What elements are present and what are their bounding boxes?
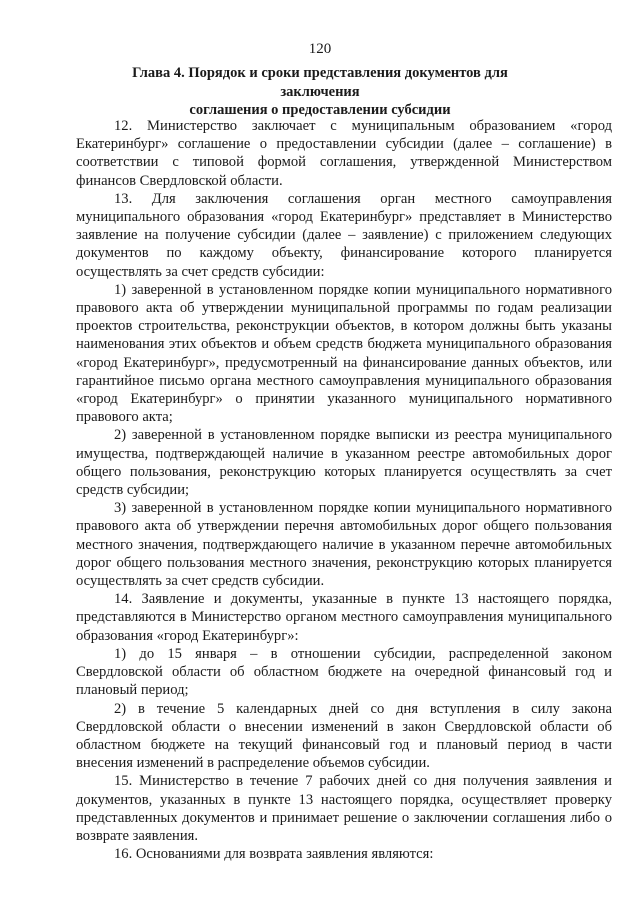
paragraph-14-item-1: 1) до 15 января – в отношении субсидии, распределенной законом Свердловской области об областном бюджете на очередной финансовый год и плановый период; (76, 645, 612, 699)
paragraph-13-item-2: 2) заверенной в установленном порядке выписки из реестра муниципального имущества, подтверждающей наличие в указанном реестре автомобильных дорог общего пользования, реконструкцию которых планируется осуществлять за счет средств субсидии; (76, 427, 612, 499)
body-text (76, 117, 612, 863)
paragraph-12: 12. Министерство заключает с муниципальным образованием «город Екатеринбург» соглашение о предоставлении субсидии (далее – соглашение) в соответствии с типовой формой соглашения, утвержденной Министерством финансов Свердловской области. (76, 118, 612, 189)
paragraph-14-item-2: 2) в течение 5 календарных дней со дня вступления в силу закона Свердловской области о внесении изменений в закон Свердловской области об областном бюджете на текущий финансовый год и плановый период в части внесения изменений в распределение объемов субсидии. (76, 700, 612, 772)
paragraph-15: 15. Министерство в течение 7 рабочих дней со дня получения заявления и документов, указанных в пункте 13 настоящего порядка, осуществляет проверку представленных документов и принимает решение о заключении соглашения либо о возврате заявления. (76, 773, 612, 844)
page-number: 120 (308, 41, 332, 57)
paragraph-16: 16. Основаниями для возврата заявления являются: (114, 846, 434, 863)
paragraph-13: 13. Для заключения соглашения орган местного самоуправления муниципального образования «город Екатеринбург» представляет в Министерство заявление на получение субсидии (далее – заявление) с приложением следующих документов по каждому объекту, финансирование которого планируется осуществлять за счет средств субсидии: (76, 190, 612, 280)
chapter-title-line-2: соглашения о предоставлении субсидии (189, 102, 451, 118)
paragraph-13-item-1: 1) заверенной в установленном порядке копии муниципального нормативного правового акта об утверждении муниципальной программы по годам реализации проектов строительства, реконструкции объектов, в котором должны быть указаны наименования этих объектов и объем средств бюджета муниципального образования «город Екатеринбург», предусмотренный на финансирование данных объектов, или гарантийное письмо органа местного самоуправления муниципального образования «город Екатеринбург» о принятии указанного муниципального нормативного правового акта; (76, 281, 612, 426)
chapter-title (95, 64, 545, 120)
paragraph-14: 14. Заявление и документы, указанные в пункте 13 настоящего порядка, представляются в Министерство органом местного самоуправления муниципального образования «город Екатеринбург»: (76, 591, 612, 644)
chapter-title-line-1: Глава 4. Порядок и сроки представления документов для заключения (132, 65, 508, 100)
paragraph-13-item-3: 3) заверенной в установленном порядке копии муниципального нормативного правового акта об утверждении перечня автомобильных дорог общего пользования местного значения, подтверждающего наличие в указанном перечне автомобильных дорог общего пользования местного значения, реконструкцию которых планируется осуществлять за счет средств субсидии. (76, 500, 612, 590)
